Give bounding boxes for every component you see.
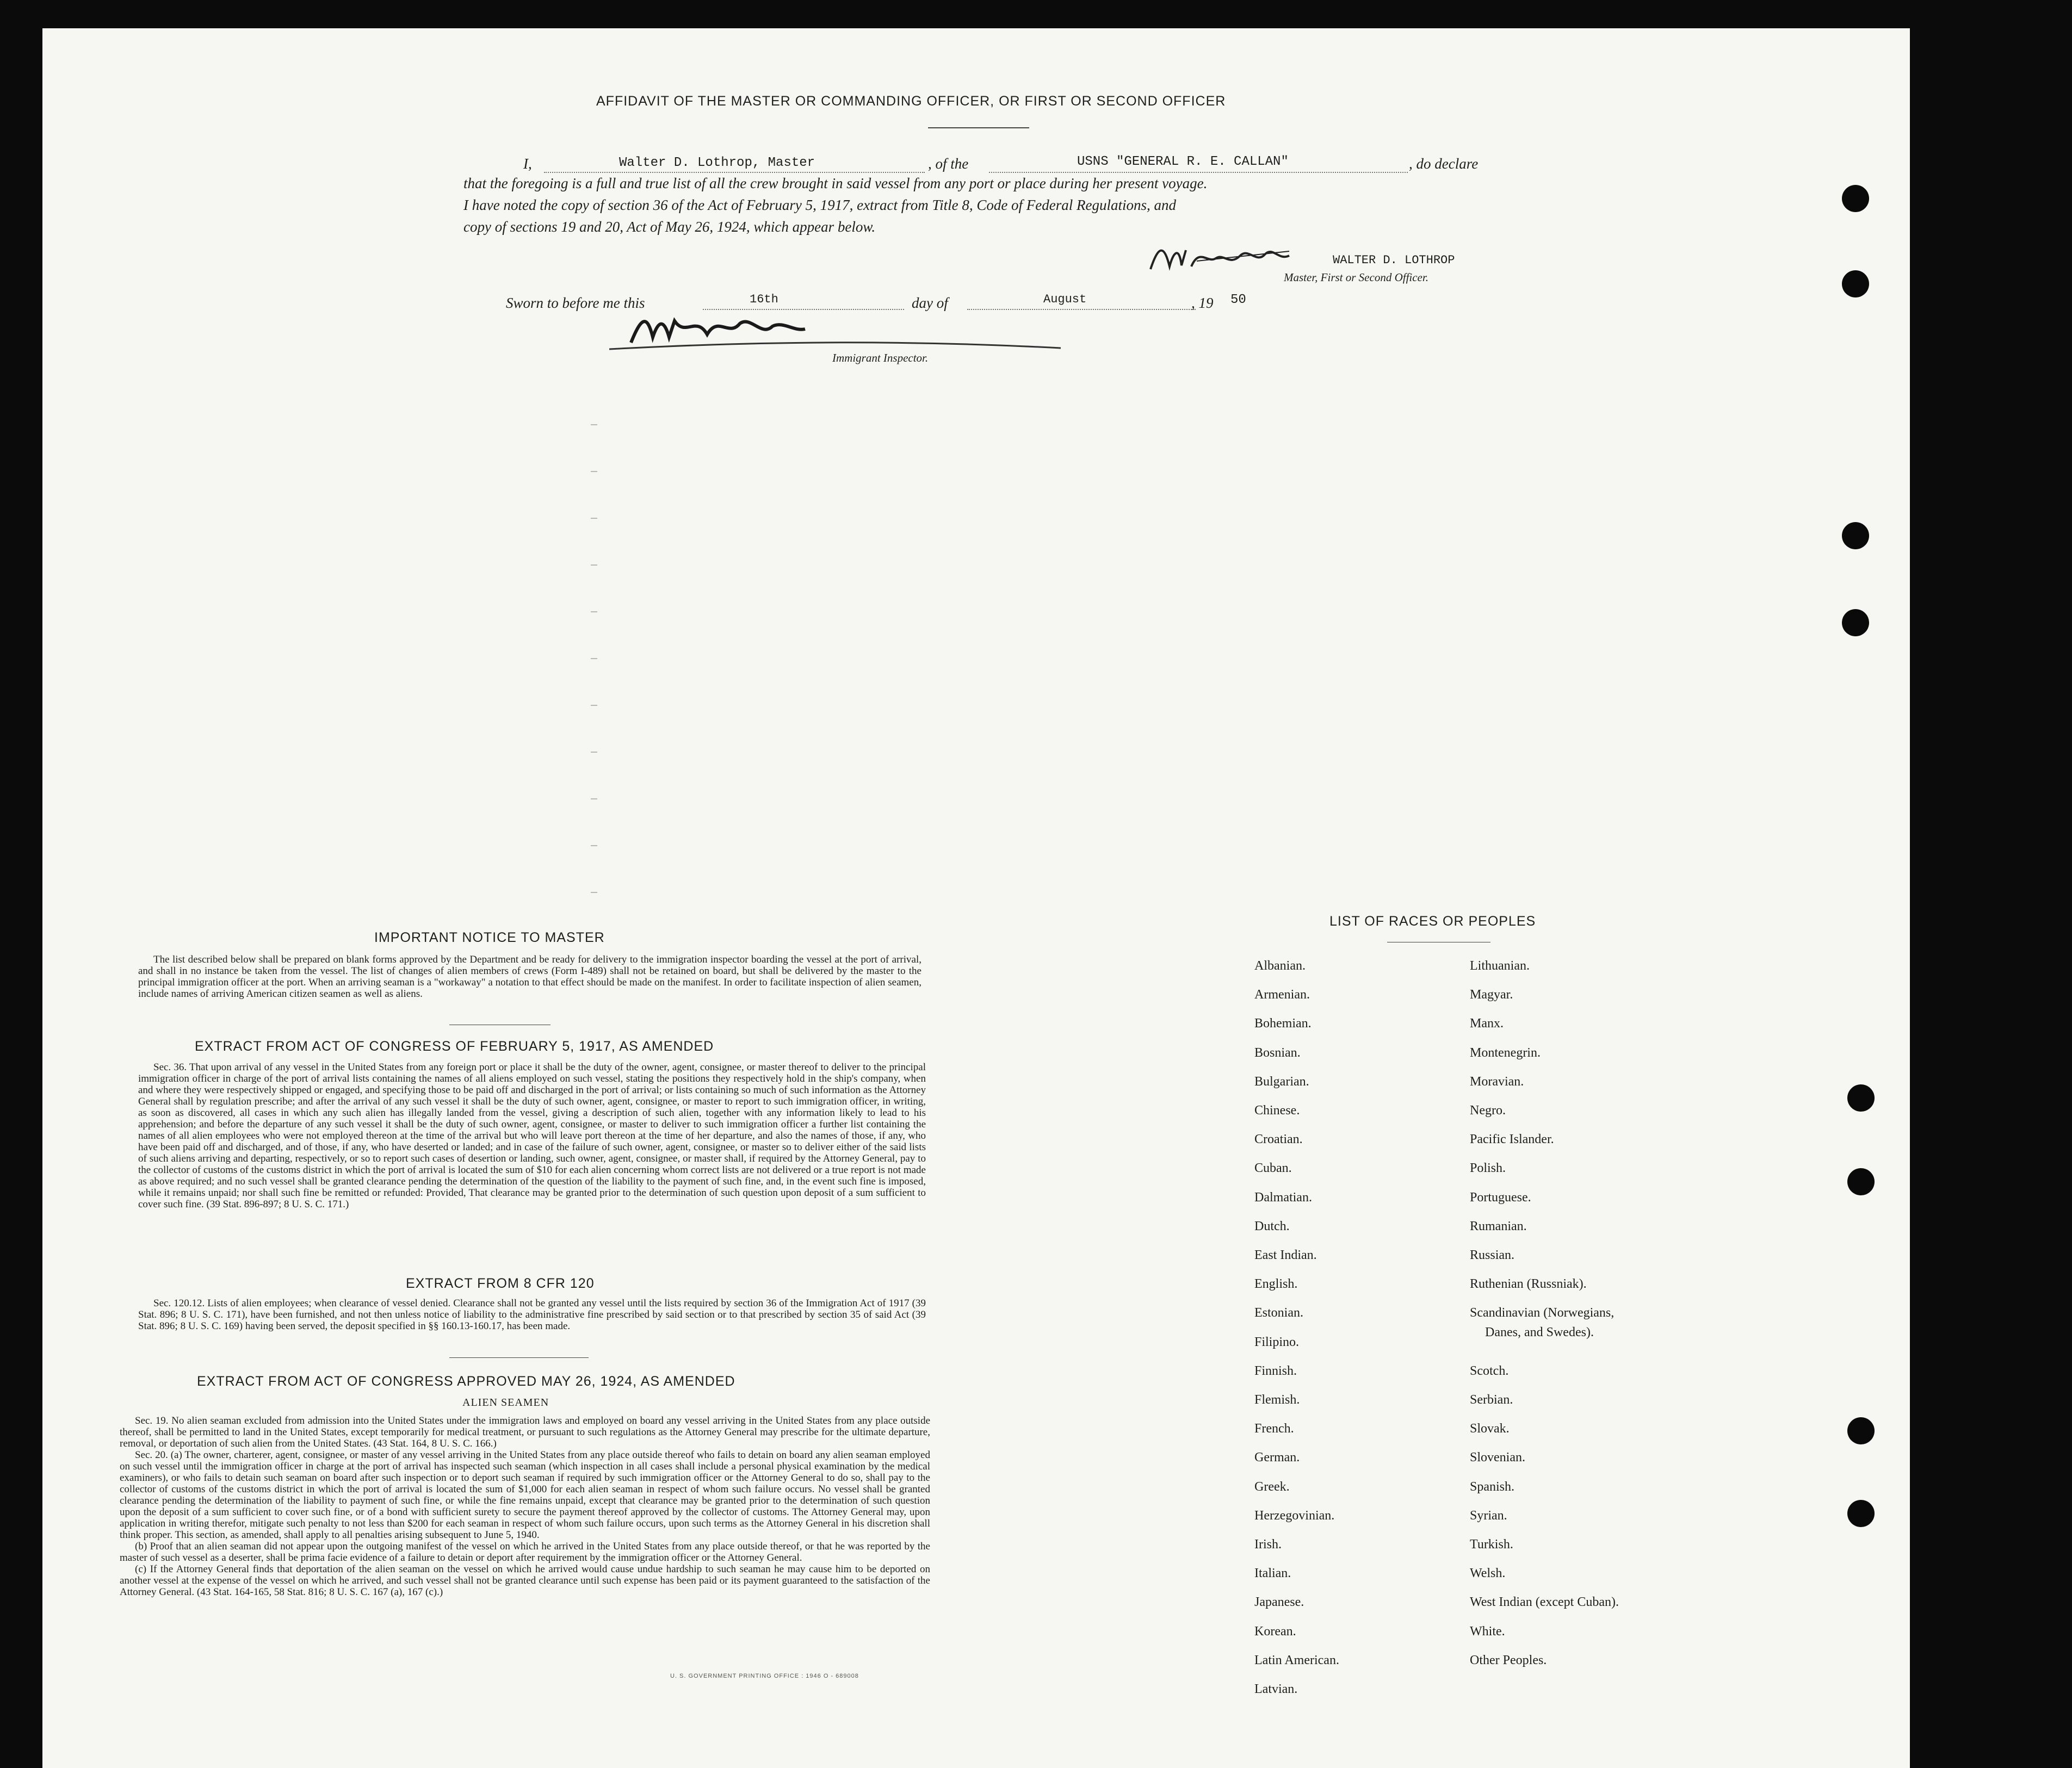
notice-text xyxy=(138,954,921,1000)
year-prefix: , 19 xyxy=(1191,295,1214,311)
race-item: Dalmatian. xyxy=(1254,1190,1312,1205)
extract-cfr-title: EXTRACT FROM 8 CFR 120 xyxy=(406,1276,595,1291)
officer-name: Walter D. Lothrop, Master xyxy=(619,156,815,170)
race-item: Magyar. xyxy=(1470,988,1513,1002)
binder-hole xyxy=(1842,185,1869,212)
binder-hole xyxy=(1847,1500,1875,1527)
race-item: Other Peoples. xyxy=(1470,1653,1547,1667)
races-title: LIST OF RACES OR PEOPLES xyxy=(1329,914,1536,929)
affidavit-line1-prefix: I, xyxy=(523,156,532,172)
race-item: Portuguese. xyxy=(1470,1190,1531,1205)
race-item: Pacific Islander. xyxy=(1470,1132,1554,1147)
inspector-signature xyxy=(609,305,1066,353)
race-item: Manx. xyxy=(1470,1016,1504,1031)
binder-hole xyxy=(1847,1168,1875,1195)
extract-cfr-text xyxy=(138,1298,926,1332)
binder-hole xyxy=(1847,1084,1875,1112)
affidavit-body-line2: that the foregoing is a full and true list of all the crew brought in said vessel from any port or place during her present voyage. xyxy=(463,175,1208,191)
race-item: Cuban. xyxy=(1254,1161,1292,1176)
binder-hole xyxy=(1847,1417,1875,1444)
race-item: Turkish. xyxy=(1470,1537,1513,1552)
race-item: Finnish. xyxy=(1254,1363,1297,1378)
of-the-label: , of the xyxy=(928,156,969,172)
race-item: Scotch. xyxy=(1470,1363,1509,1378)
race-item: Scandinavian (Norwegians, xyxy=(1470,1306,1615,1320)
do-declare-label: , do declare xyxy=(1409,156,1479,172)
race-item: Filipino. xyxy=(1254,1335,1300,1349)
race-item: Estonian. xyxy=(1254,1306,1303,1320)
race-item: Herzegovinian. xyxy=(1254,1508,1335,1523)
affidavit-title: AFFIDAVIT OF THE MASTER OR COMMANDING OFFICER, OR FIRST OR SECOND OFFICER xyxy=(596,94,1226,109)
race-item: Russian. xyxy=(1470,1248,1515,1263)
race-item: Korean. xyxy=(1254,1624,1296,1639)
race-item: Rumanian. xyxy=(1470,1219,1527,1233)
race-item: Ruthenian (Russniak). xyxy=(1470,1277,1587,1292)
sworn-year: 50 xyxy=(1230,293,1246,307)
signature-role: Master, First or Second Officer. xyxy=(1284,271,1428,284)
extract-1924-text xyxy=(120,1415,930,1598)
vessel-name-dotted-line xyxy=(989,172,1408,173)
race-item: French. xyxy=(1254,1422,1294,1436)
race-item: Italian. xyxy=(1254,1566,1291,1581)
binder-hole xyxy=(1842,522,1869,549)
sec-19-paragraph: Sec. 19. No alien seaman excluded from admission into the United States under the immigration laws and employed on board any vessel arriving in the United States from any place outside thereof, shall be permitted to land in the United States, except temporarily for medical treatment, or pursuant to such regulations as the Attorney General may prescribe for the ultimate departure, removal, or deportation of such alien from the United States. (43 Stat. 164, 8 U. S. C. 166.) xyxy=(120,1415,930,1449)
races-column-2 xyxy=(1470,952,1619,1675)
sec-20c-paragraph: (c) If the Attorney General finds that deportation of the alien seaman on the vessel on which he arrived would cause undue hardship to such seaman he may cause him to be deported on another vessel at the expense of the vessel on which he arrived, and such vessel shall not be granted clearance until such expense has been paid or its payment guaranteed to the satisfaction of the Attorney General. (43 Stat. 164-165, 58 Stat. 816; 8 U. S. C. 167 (a), 167 (c).) xyxy=(120,1564,930,1598)
notice-paragraph: The list described below shall be prepared on blank forms approved by the Department and be ready for delivery to the immigration inspector boarding the vessel at the port of arrival, and shall in no instance be taken from the vessel. The list of changes of alien members of crews (Form I-489) shall not be retained on board, but shall be delivered by the master to the principal immigration officer at the port. When an arriving seaman is a "workaway" a notation to that effect should be made on the manifest. In order to facilitate inspection of alien seamen, include names of arriving American citizen seamen as well as aliens. xyxy=(138,954,921,1000)
race-item: Dutch. xyxy=(1254,1219,1290,1233)
sworn-prefix: Sworn to before me this xyxy=(506,295,645,311)
race-item: Japanese. xyxy=(1254,1595,1304,1610)
race-item: Bulgarian. xyxy=(1254,1074,1309,1089)
sworn-day: 16th xyxy=(750,293,778,306)
extract-1924-title: EXTRACT FROM ACT OF CONGRESS APPROVED MAY 26, 1924, AS AMENDED xyxy=(197,1374,735,1389)
race-item: Spanish. xyxy=(1470,1479,1515,1494)
extract-cfr-paragraph: Sec. 120.12. Lists of alien employees; when clearance of vessel denied. Clearance shall not be granted any vessel until the lists required by section 36 of the Immigration Act of 1917 (39 Stat. 896; 8 U. S. C. 171), have been furnished, and not then unless notice of liability to the administrative fine prescribed by said section or to that prescribed by section 35 of said Act (39 Stat. 896; 8 U. S. C. 169) having been served, the deposit specified in §§ 160.13-160.17, has been made. xyxy=(138,1298,926,1332)
race-item: Latvian. xyxy=(1254,1682,1298,1697)
race-item: Armenian. xyxy=(1254,988,1310,1002)
race-item: Slovenian. xyxy=(1470,1450,1525,1465)
inspector-label: Immigrant Inspector. xyxy=(832,351,929,364)
race-item: East Indian. xyxy=(1254,1248,1317,1263)
race-item: Syrian. xyxy=(1470,1508,1507,1523)
race-item: Lithuanian. xyxy=(1470,959,1530,973)
race-item: Bohemian. xyxy=(1254,1016,1312,1031)
binder-hole xyxy=(1842,270,1869,297)
signature-typed-name: WALTER D. LOTHROP xyxy=(1333,253,1455,267)
officer-name-dotted-line xyxy=(544,172,925,173)
affidavit-body-line3: I have noted the copy of section 36 of the Act of February 5, 1917, extract from Title 8, Code of Federal Regulations, and xyxy=(463,197,1177,213)
race-item: Negro. xyxy=(1470,1103,1506,1118)
race-item: Albanian. xyxy=(1254,959,1306,973)
extract-1917-text xyxy=(138,1062,926,1210)
race-item: Chinese. xyxy=(1254,1103,1300,1118)
race-item: Flemish. xyxy=(1254,1393,1300,1407)
races-column-1 xyxy=(1254,952,1339,1704)
notice-title: IMPORTANT NOTICE TO MASTER xyxy=(374,930,605,945)
race-item: Irish. xyxy=(1254,1537,1282,1552)
sec-20a-paragraph: Sec. 20. (a) The owner, charterer, agent, consignee, or master of any vessel arriving in the United States from any place outside thereof who fails to detain on board any alien seaman employed on such vessel until the immigration officer in charge at the port of arrival has inspected such seaman (which inspection in all cases shall include a personal physical examination by the medical examiners), or who fails to detain such seaman on board after such inspection or to deport such seaman if required by such immigration officer or the Attorney General to do so, shall pay to the collector of customs of the customs district in which the port of arrival is located the sum of $1,000 for each alien seaman in respect of whom such failure occurs. No vessel shall be granted clearance pending the determination of the liability to payment of such fine, or while the fine remains unpaid, except that clearance may be granted prior to the determination of such question upon the deposit of a sum sufficient to cover such fine, or of a bond with sufficient surety to secure the payment thereof approved by the collector of customs. The Attorney General may, upon application in writing therefor, mitigate such penalty to not less than $200 for each seaman in respect of whom such failure occurs, upon such terms as the Attorney General in his discretion shall think proper. This section, as amended, shall apply to all penalties arising subsequent to June 5, 1940. xyxy=(120,1449,930,1541)
race-item: Danes, and Swedes). xyxy=(1485,1325,1594,1339)
extract-1917-title: EXTRACT FROM ACT OF CONGRESS OF FEBRUARY 5, 1917, AS AMENDED xyxy=(195,1039,714,1054)
affidavit-body-line4: copy of sections 19 and 20, Act of May 26, 1924, which appear below. xyxy=(463,219,876,235)
race-item: Serbian. xyxy=(1470,1393,1513,1407)
race-item: Montenegrin. xyxy=(1470,1045,1541,1060)
race-item: Bosnian. xyxy=(1254,1045,1301,1060)
extract-1924-subtitle: ALIEN SEAMEN xyxy=(462,1397,549,1409)
race-item: Polish. xyxy=(1470,1161,1506,1176)
race-item: Latin American. xyxy=(1254,1653,1339,1667)
day-of-label: day of xyxy=(912,295,948,311)
sworn-month: August xyxy=(1043,293,1087,306)
title-divider xyxy=(928,127,1029,128)
race-item: Croatian. xyxy=(1254,1132,1303,1147)
gpo-footer: U. S. GOVERNMENT PRINTING OFFICE : 1946 O - 689008 xyxy=(670,1673,859,1679)
extract-1917-paragraph: Sec. 36. That upon arrival of any vessel in the United States from any foreign port or place it shall be the duty of the owner, agent, consignee, or master thereof to deliver to the principal immigration officer in charge of the port of arrival lists containing the names of all aliens employed on such vessel, stating the positions they respectively hold in the ship's company, when and where they were respectively shipped or engaged, and specifying those to be paid off and discharged in the port of arrival; or lists containing so much of such information as the Attorney General shall by regulation prescribe; and after the arrival of any such vessel it shall be the duty of such owner, agent, consignee, or master to report to such immigration officer, in writing, as soon as discovered, all cases in which any such alien has illegally landed from the vessel, giving a description of such alien, together with any information likely to lead to his apprehension; and before the departure of any such vessel it shall be the duty of such owner, agent, consignee, or master to deliver to such immigration officer a further list containing the names of all alien employees who were not employed thereon at the time of the arrival but who will leave port thereon at the time of her departure, and also the names of those, if any, who have been paid off and discharged, and of those, if any, who have deserted or landed; and in case of the failure of such owner, agent, consignee, or master so to deliver either of the said lists of such aliens arriving and departing, respectively, or so to report such cases of desertion or landing, such owner, agent, consignee, or master shall, if required by the Attorney General, pay to the collector of customs of the customs district in which the port of arrival is located the sum of $10 for each alien concerning whom correct lists are not delivered or a true report is not made as above required; and no such vessel shall be granted clearance pending the determination of the question of the liability to the payment of such fine, and, in the event such fine is imposed, while it remains unpaid; nor shall such fine be remitted or refunded: Provided, That clearance may be granted prior to the determination of such question upon deposit of a sum sufficient to cover such fine. (39 Stat. 896-897; 8 U. S. C. 171.) xyxy=(138,1062,926,1210)
race-item: English. xyxy=(1254,1277,1298,1292)
binder-hole xyxy=(1842,609,1869,636)
sec-20b-paragraph: (b) Proof that an alien seaman did not appear upon the outgoing manifest of the vessel on which he arrived in the United States from any place outside thereof, or that he was reported by the master of such vessel as a deserter, shall be prima facie evidence of a failure to detain or deport after requirement by the immigration officer or the Attorney General. xyxy=(120,1541,930,1564)
race-item: Slovak. xyxy=(1470,1422,1510,1436)
race-item: Welsh. xyxy=(1470,1566,1506,1581)
race-item: West Indian (except Cuban). xyxy=(1470,1595,1619,1610)
race-item: Moravian. xyxy=(1470,1074,1524,1089)
race-item: White. xyxy=(1470,1624,1505,1639)
race-item: German. xyxy=(1254,1450,1300,1465)
race-item: Greek. xyxy=(1254,1479,1290,1494)
cfr-divider xyxy=(449,1357,589,1358)
vessel-name: USNS "GENERAL R. E. CALLAN" xyxy=(1077,154,1289,169)
